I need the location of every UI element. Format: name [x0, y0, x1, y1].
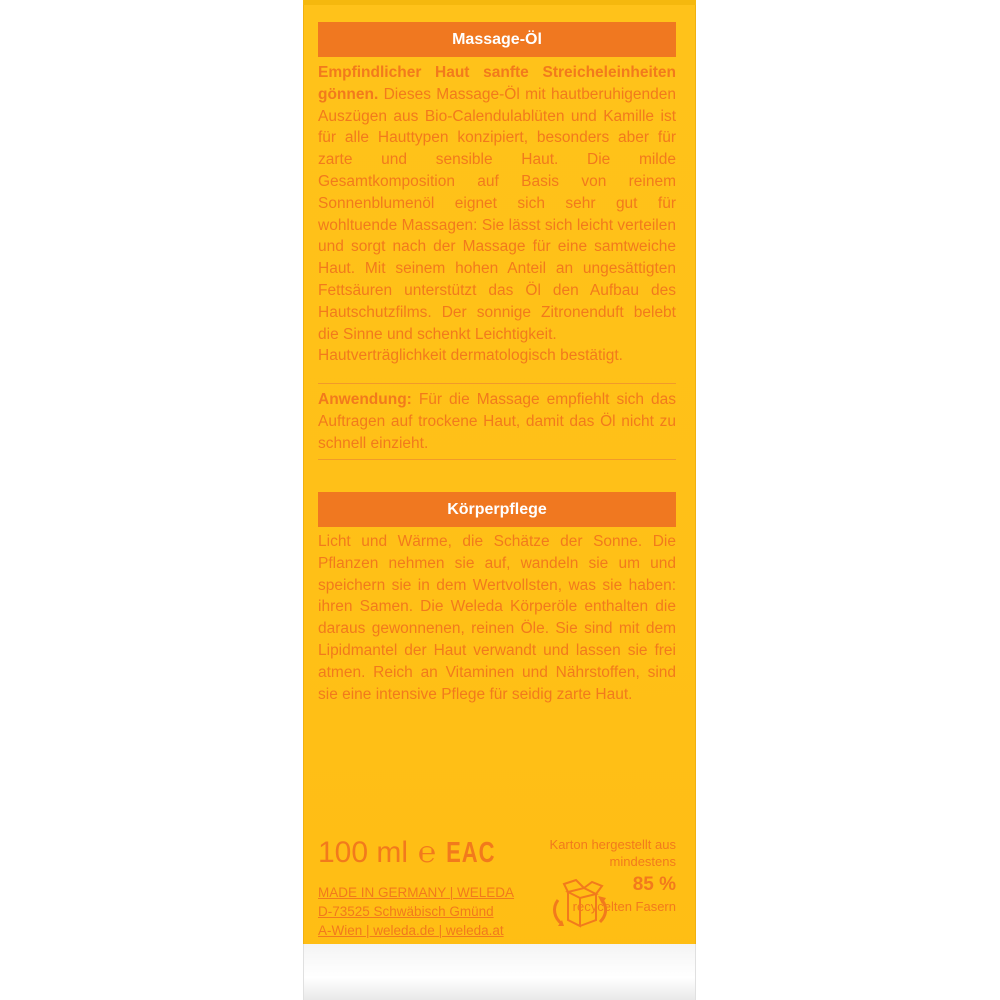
body-care-description: Licht und Wärme, die Schätze der Sonne. Die Pflanzen nehmen sie auf, wandeln sie um und speichern sie in dem Wertvollsten, was sie haben: ihren Samen. Die Weleda Körperöle enthalten die daraus gewonnenen, reinen Öle. Sie sind mit dem Lipidmantel der Haut verwandt und lassen sie frei atmen. Reich an Vitaminen und Nährstoffen, sind sie eine intensive Pflege für seidig zarte Haut.: [318, 533, 676, 703]
section-title-body-care: Körperpflege: [318, 492, 676, 527]
maker-line: A-Wien | weleda.de | weleda.at: [318, 923, 504, 938]
volume-label: 100 ml: [318, 836, 409, 869]
volume-info: [318, 836, 496, 870]
eac-mark: EAC: [446, 836, 496, 869]
recycle-note: Karton hergestellt aus mindestens: [549, 837, 676, 869]
divider-bottom: [318, 459, 676, 460]
recycle-fibers: recycelten Fasern: [572, 899, 676, 914]
maker-line: MADE IN GERMANY | WELEDA: [318, 885, 515, 900]
recycle-percentage: 85 %: [632, 874, 676, 895]
usage-text: Für die Massage empfiehlt sich das Auftragen auf trockene Haut, damit das Öl nicht zu schnell einzieht.: [318, 391, 676, 452]
box-top-edge: [303, 0, 696, 5]
dermatological-note: Hautverträglichkeit dermatologisch bestätigt.: [318, 347, 623, 365]
estimated-sign-icon: ℮: [418, 836, 437, 869]
intro-bold-text: Empfindlicher Haut sanfte Streicheleinheiten gönnen.: [318, 64, 676, 103]
usage-instructions: [318, 389, 676, 454]
recycling-info: [548, 836, 676, 931]
massage-oil-description: [318, 62, 676, 367]
intro-body-text: Dieses Massage-Öl mit hautberuhigenden Auszügen aus Bio-Calendulablüten und Kamille ist für alle Hauttypen konzipiert, besonders aber für zarte und sensible Haut. Die milde Gesamtkomposition auf Basis von reinem Sonnenblumenöl eignet sich sehr gut für wohltuende Massagen: Sie lässt sich leicht verteilen und sorgt nach der Massage für eine samtweiche Haut. Mit seinem hohen Anteil an ungesättigten Fettsäuren unterstützt das Öl den Aufbau des Hautschutzfilms. Der sonnige Zitronenduft belebt die Sinne und schenkt Leichtigkeit.: [318, 85, 676, 343]
section-title-massage-oil: Massage-Öl: [318, 22, 676, 57]
divider-top: [318, 383, 676, 384]
maker-line: D-73525 Schwäbisch Gmünd: [318, 904, 494, 919]
manufacturer-info: [318, 883, 514, 940]
usage-label: Anwendung:: [318, 391, 412, 408]
box-bottom-flap: [303, 944, 696, 1000]
